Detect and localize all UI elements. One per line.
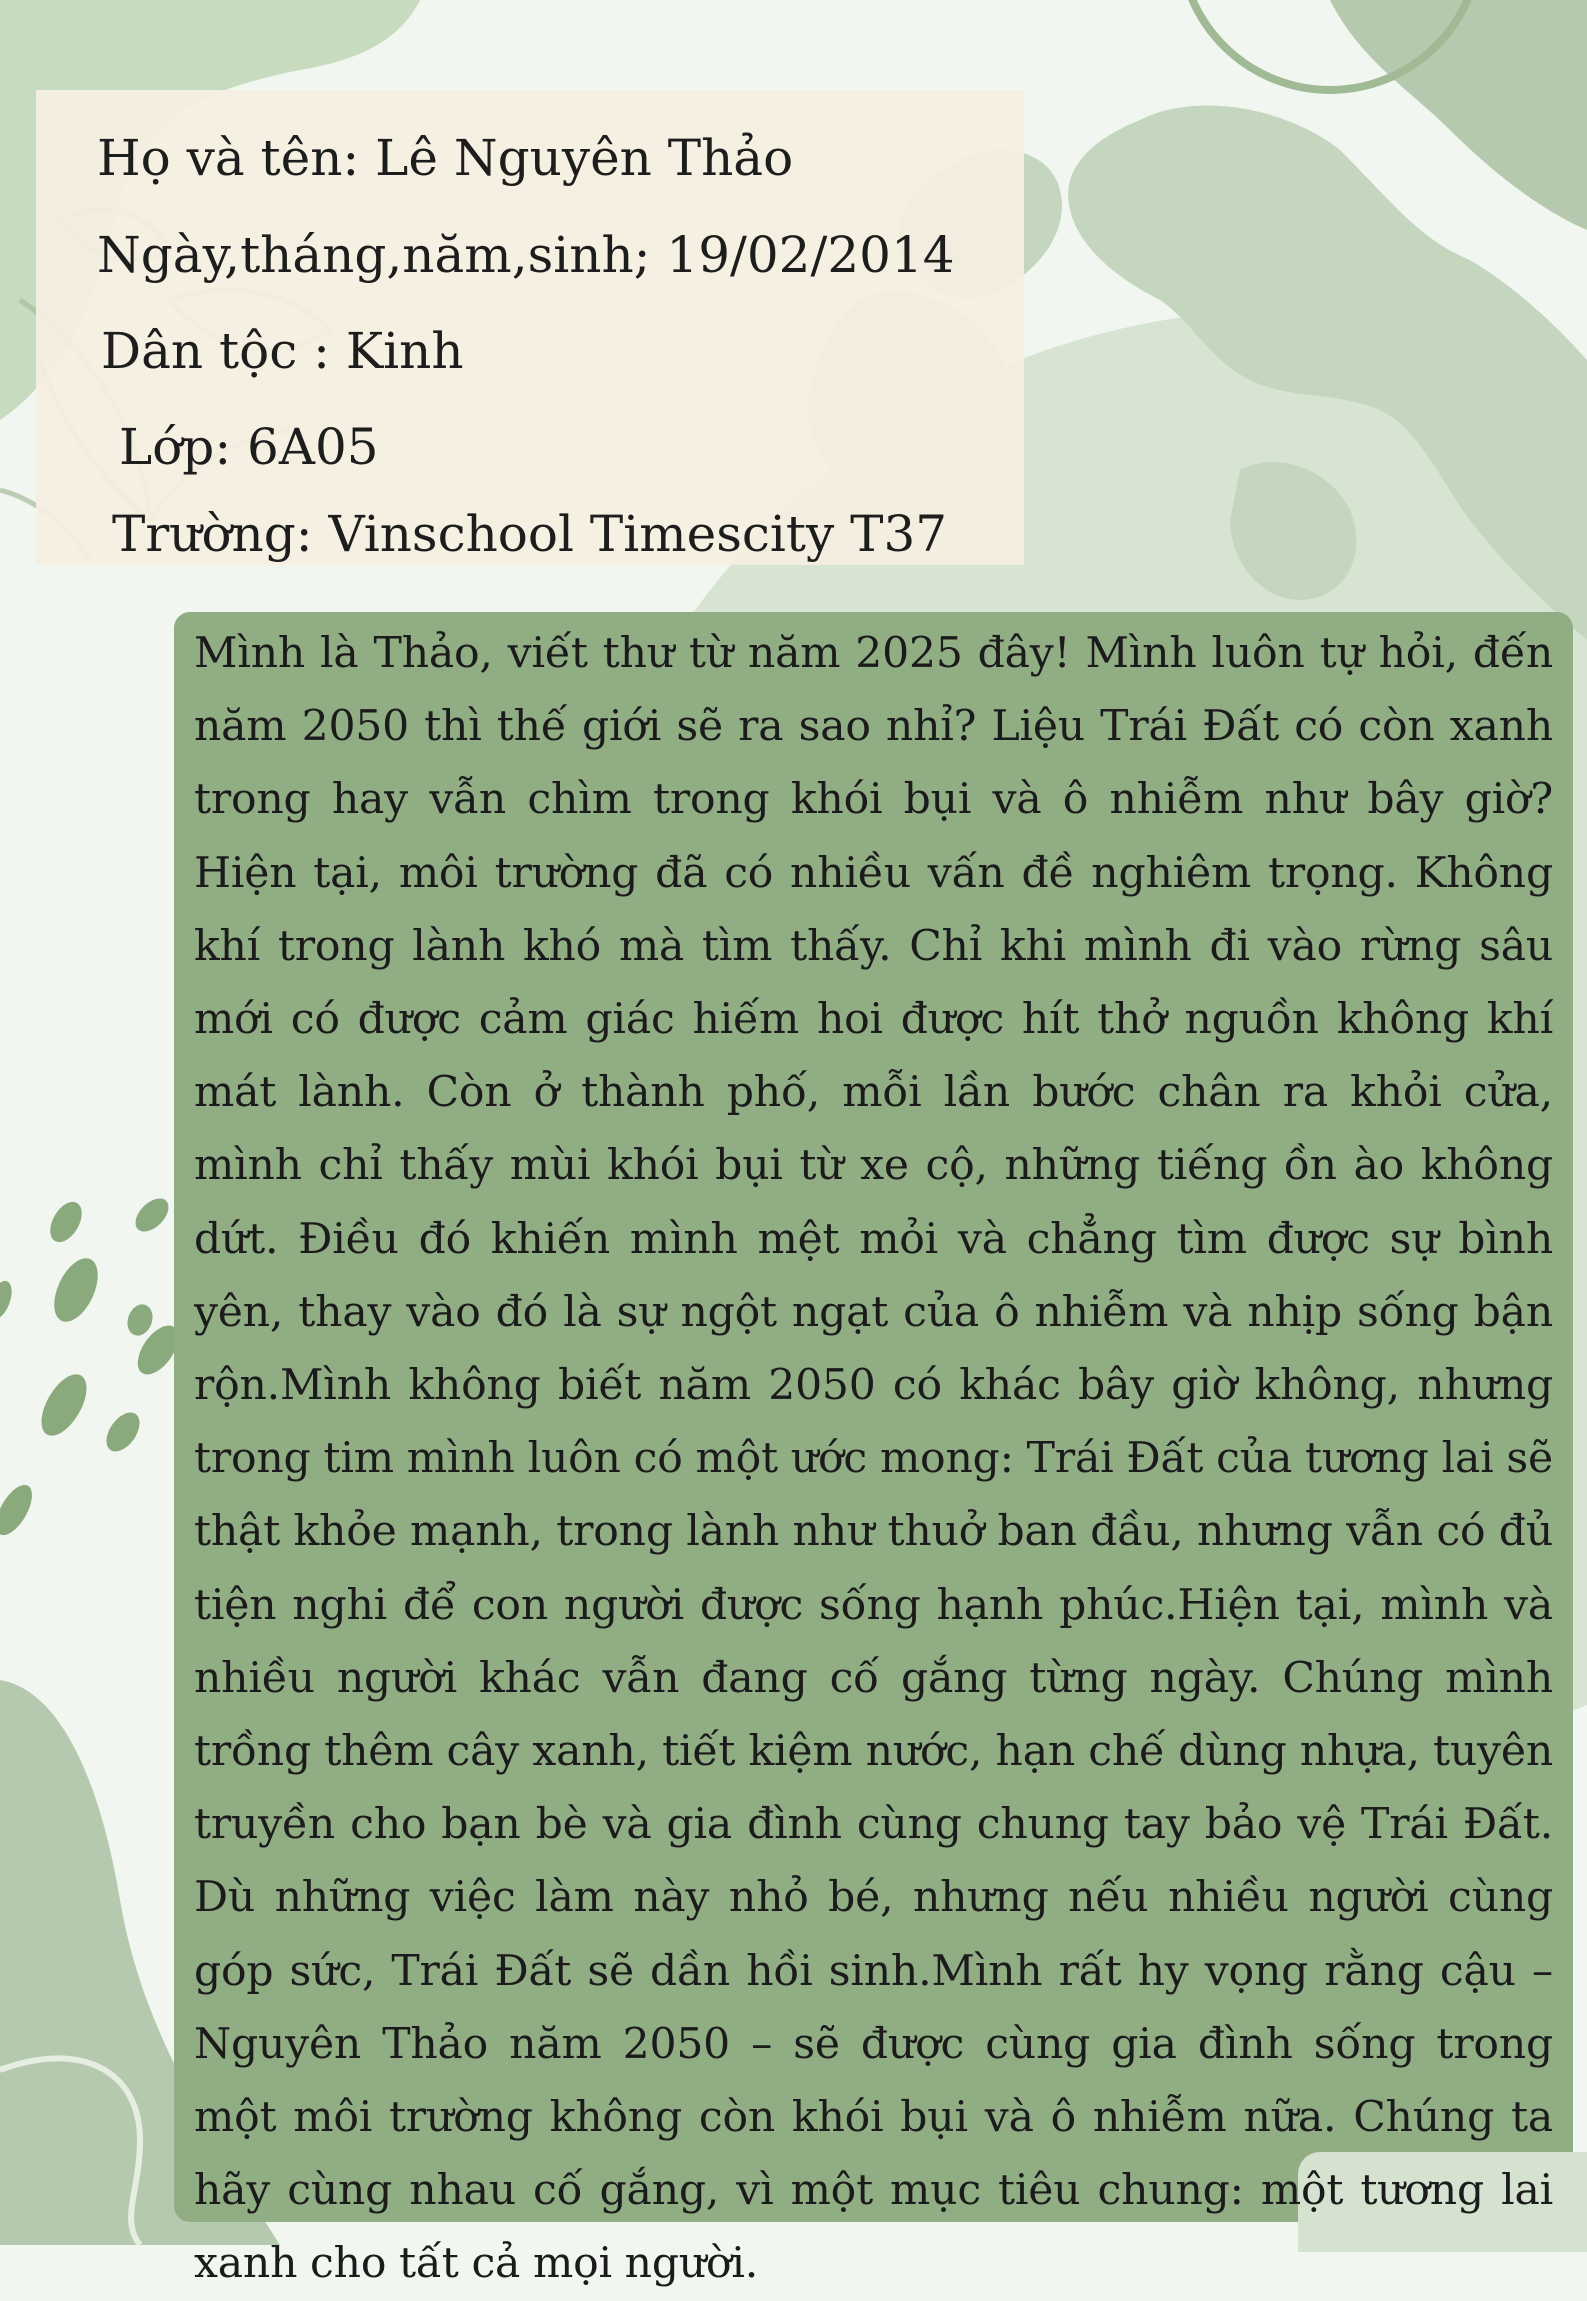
student-class: Lớp: 6A05 xyxy=(119,418,379,476)
leaf-spots-icon xyxy=(0,1192,186,1540)
student-school: Trường: Vinschool Timescity T37 xyxy=(112,505,948,563)
student-name: Họ và tên: Lê Nguyên Thảo xyxy=(97,129,794,187)
letter-body: Mình là Thảo, viết thư từ năm 2025 đây! Mình luôn tự hỏi, đến năm 2050 thì thế giới sẽ ra sao nhỉ? Liệu Trái Đất có còn xanh trong hay vẫn chìm trong khói bụi và ô nhiễm như bây giờ?Hiện tại, môi trường đã có nhiều vấn đề nghiêm trọng. Không khí trong lành khó mà tìm thấy. Chỉ khi mình đi vào rừng sâu mới có được cảm giác hiếm hoi được hít thở nguồn không khí mát lành. Còn ở thành phố, mỗi lần bước chân ra khỏi cửa, mình chỉ thấy mùi khói bụi từ xe cộ, những tiếng ồn ào không dứt. Điều đó khiến mình mệt mỏi và chẳng tìm được sự bình yên, thay vào đó là sự ngột ngạt của ô nhiễm và nhịp sống bận rộn.Mình không biết năm 2050 có khác bây giờ không, nhưng trong tim mình luôn có một ước mong: Trái Đất của tương lai sẽ thật khỏe mạnh, trong lành như thuở ban đầu, nhưng vẫn có đủ tiện nghi để con người được sống hạnh phúc.Hiện tại, mình và nhiều người khác vẫn đang cố gắng từng ngày. Chúng mình trồng thêm cây xanh, tiết kiệm nước, hạn chế dùng nhựa, tuyên truyền cho bạn bè và gia đình cùng chung tay bảo vệ Trái Đất. Dù những việc làm này nhỏ bé, nhưng nếu nhiều người cùng góp sức, Trái Đất sẽ dần hồi sinh.Mình rất hy vọng rằng cậu – Nguyên Thảo năm 2050 – sẽ được cùng gia đình sống trong một môi trường không còn khói bụi và ô nhiễm nữa. Chúng ta hãy cùng nhau cố gắng, vì một mục tiêu chung: một tương lai xanh cho tất cả mọi người. xyxy=(194,629,1553,2289)
student-ethnicity: Dân tộc : Kinh xyxy=(101,322,464,380)
student-dob: Ngày,tháng,năm,sinh; 19/02/2014 xyxy=(97,226,955,284)
